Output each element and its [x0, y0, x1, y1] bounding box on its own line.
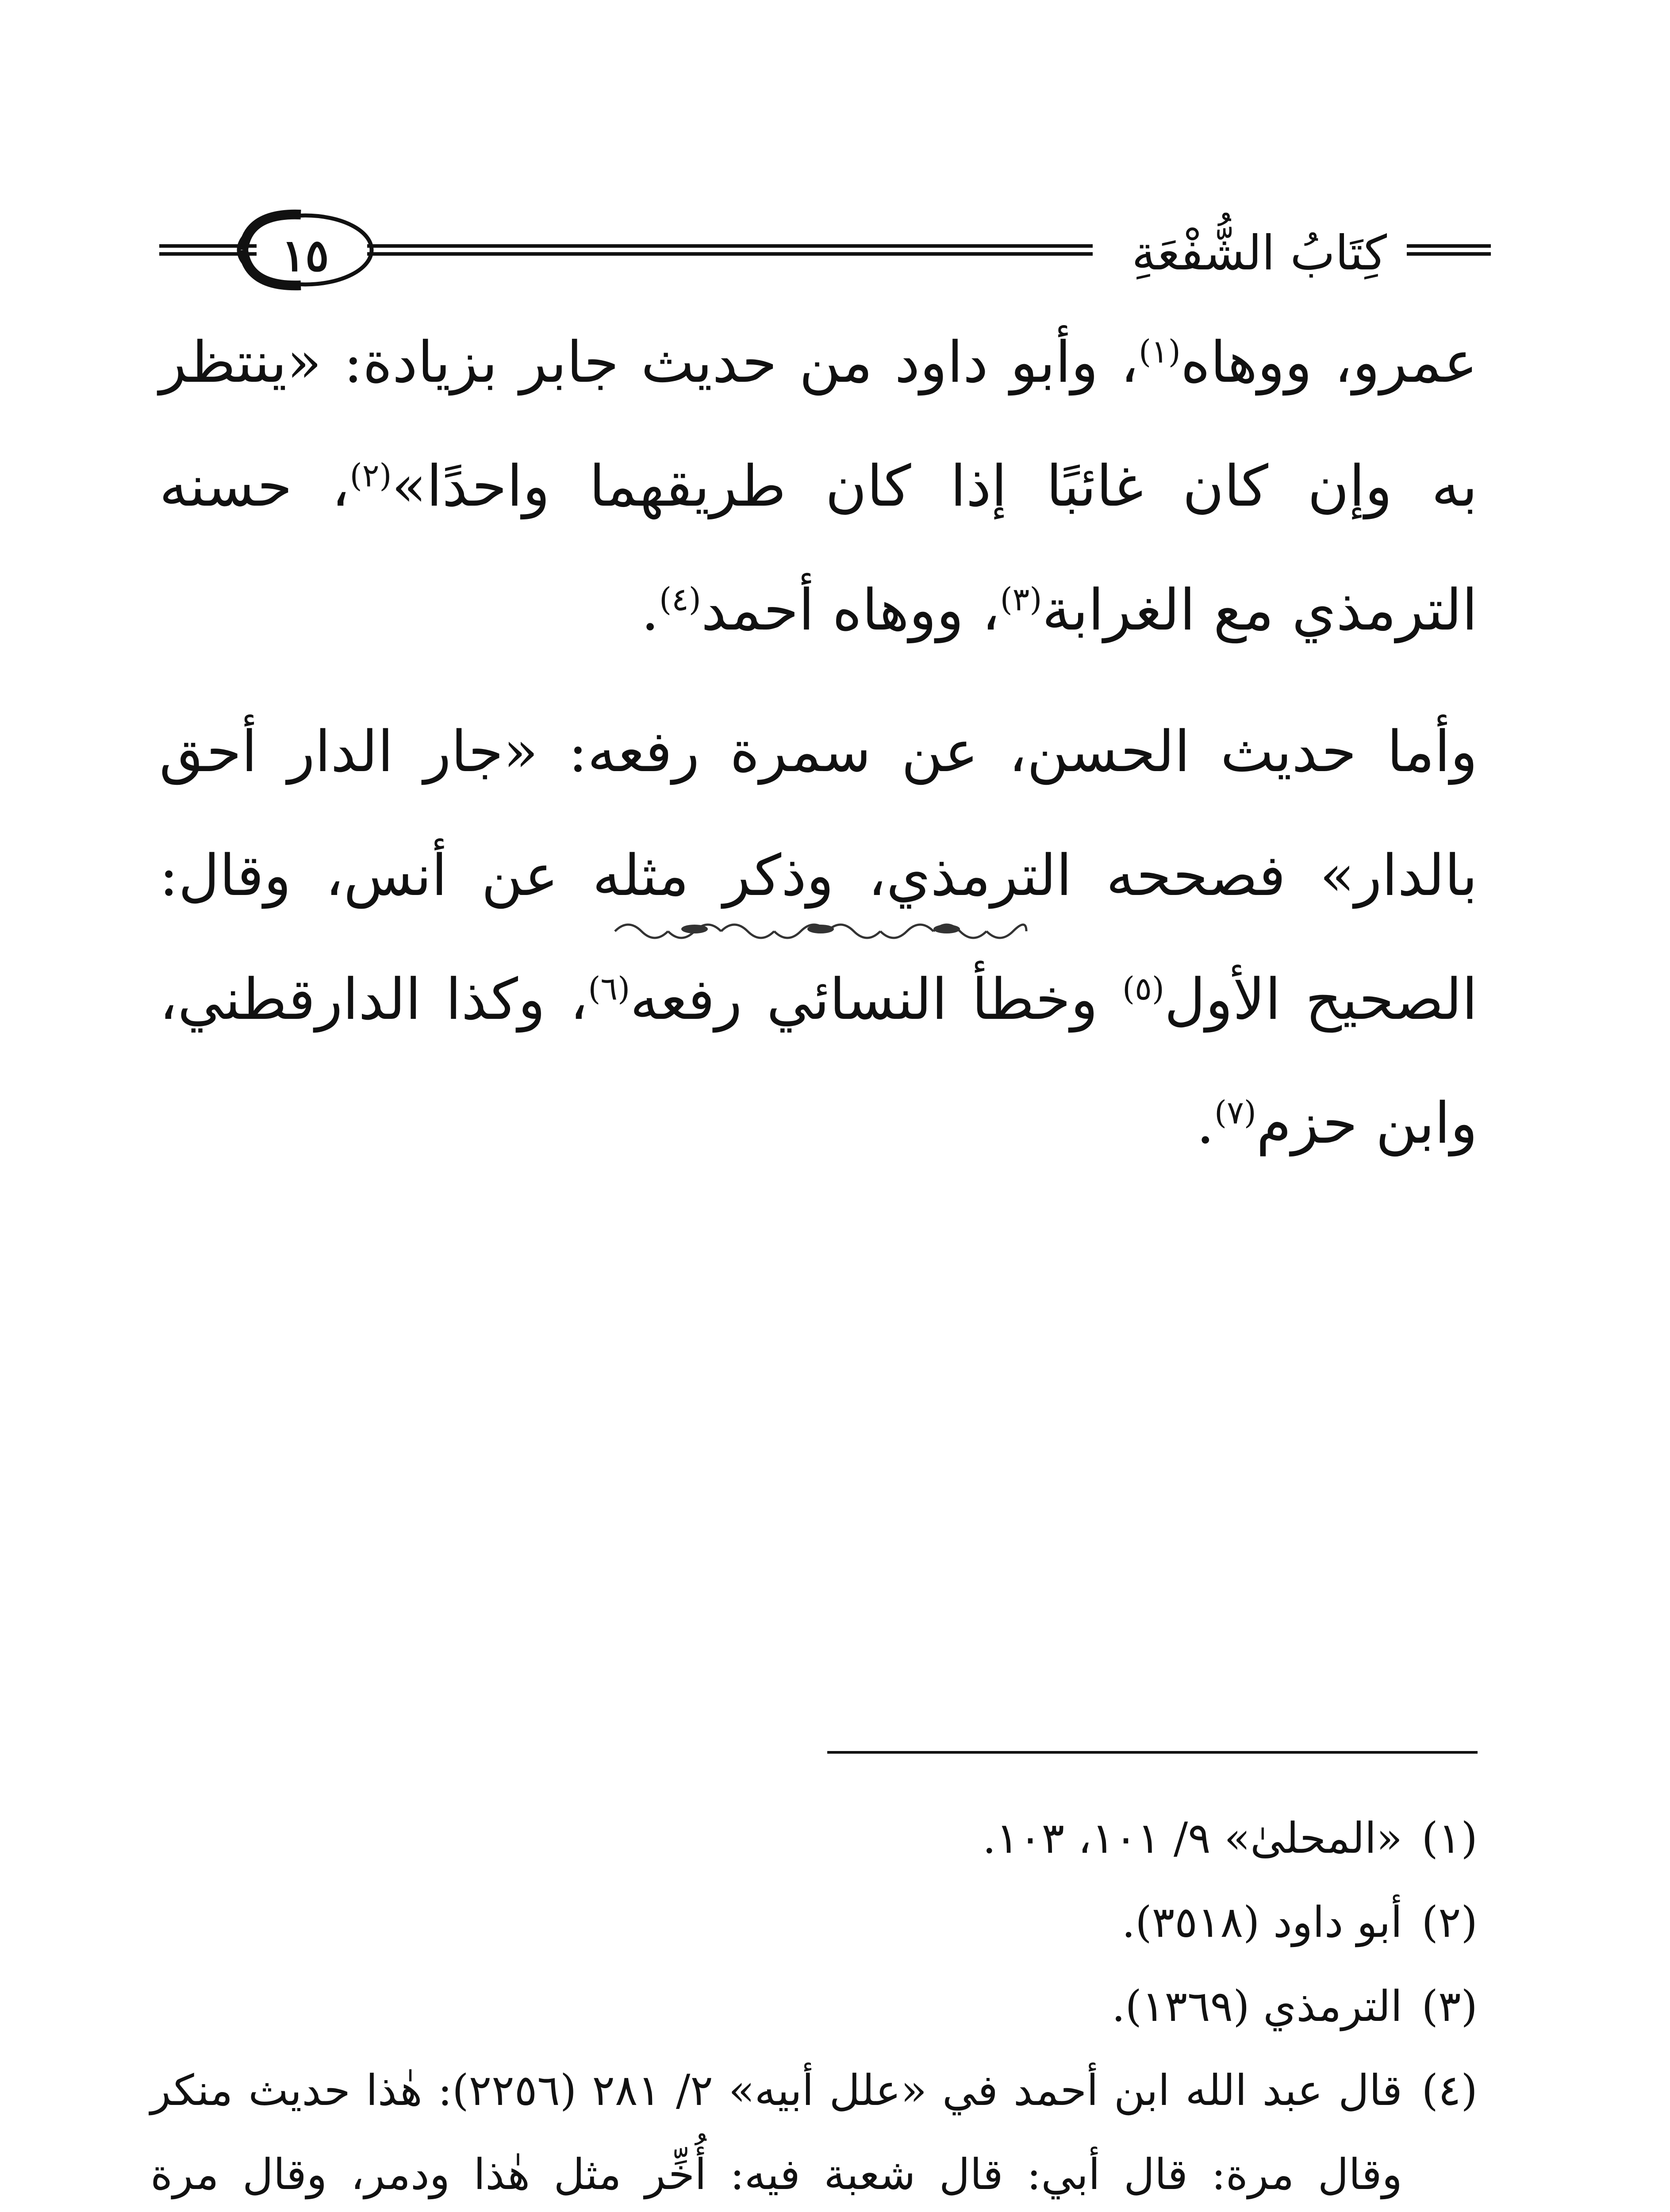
footnote-text: قال عبد الله ابن أحمد في «علل أبيه» ٢/ ٢٨١ (٢٢٥٦): هٰذا حديث منكر وقال مرة: قال أبي: قال شعبة فيه: أُخِّر مثل هٰذا ودمر، وقال مرة — [150, 2066, 1403, 2199]
footnote-number: (١) — [1421, 1813, 1478, 1863]
footnote — [150, 1880, 1478, 1964]
footnote-text: أبو داود (٣٥١٨). — [1121, 1897, 1402, 1947]
page-number: ١٥ — [281, 229, 329, 281]
footnote-marker[interactable]: (١) — [1138, 333, 1181, 370]
text-segment: ، وأبو داود من حديث جابر بزيادة: «ينتظر به وإن كان غائبًا إذا كان طريقهما واحدًا» — [159, 330, 1478, 519]
text-segment: . — [641, 577, 659, 643]
footnote-marker[interactable]: (٧) — [1214, 1094, 1256, 1131]
main-text — [159, 301, 1478, 1203]
footnote-number: (٢) — [1421, 1897, 1478, 1947]
footnote-marker[interactable]: (٣) — [1000, 580, 1042, 618]
footnote-number: (٣) — [1421, 1982, 1478, 2031]
running-title: كِتَابُ الشُّفْعَةِ — [1132, 226, 1387, 281]
paragraph — [159, 301, 1478, 672]
footnote-text: الترمذي (١٣٦٩). — [1112, 1982, 1402, 2031]
footnote — [150, 1964, 1478, 2048]
text-segment: ، حسنه الترمذي مع الغرابة — [159, 453, 1478, 643]
text-segment: وأما حديث الحسن، عن سمرة رفعه: «جار الدار أحق بالدار» فصححه الترمذي، وذكر مثله عن أنس، وقال: الصحيح الأول — [159, 719, 1478, 1033]
text-segment: ، وكذا الدارقطني، وابن حزم — [159, 967, 1478, 1156]
footnote-marker[interactable]: (٤) — [659, 580, 701, 618]
ornament-divider — [610, 916, 1031, 947]
footnote-marker[interactable]: (٢) — [349, 457, 392, 494]
text-segment: ، ووهاه أحمد — [701, 577, 1000, 643]
footnote-number: (٤) — [1421, 2066, 1478, 2115]
footnote — [150, 1796, 1478, 1880]
footnote-separator — [827, 1751, 1478, 1754]
footnote-text: «المحلىٰ» ٩/ ١٠١، ١٠٣. — [983, 1813, 1402, 1863]
footnote-marker[interactable]: (٦) — [588, 970, 630, 1007]
text-segment: . — [1196, 1091, 1215, 1156]
footnote — [150, 2048, 1478, 2212]
footnote-marker[interactable]: (٥) — [1122, 970, 1164, 1007]
footnotes — [150, 1796, 1478, 2212]
page-header — [159, 208, 1491, 296]
text-segment: عمرو، ووهاه — [1180, 330, 1478, 396]
text-segment: وخطأ النسائي رفعه — [630, 967, 1123, 1033]
